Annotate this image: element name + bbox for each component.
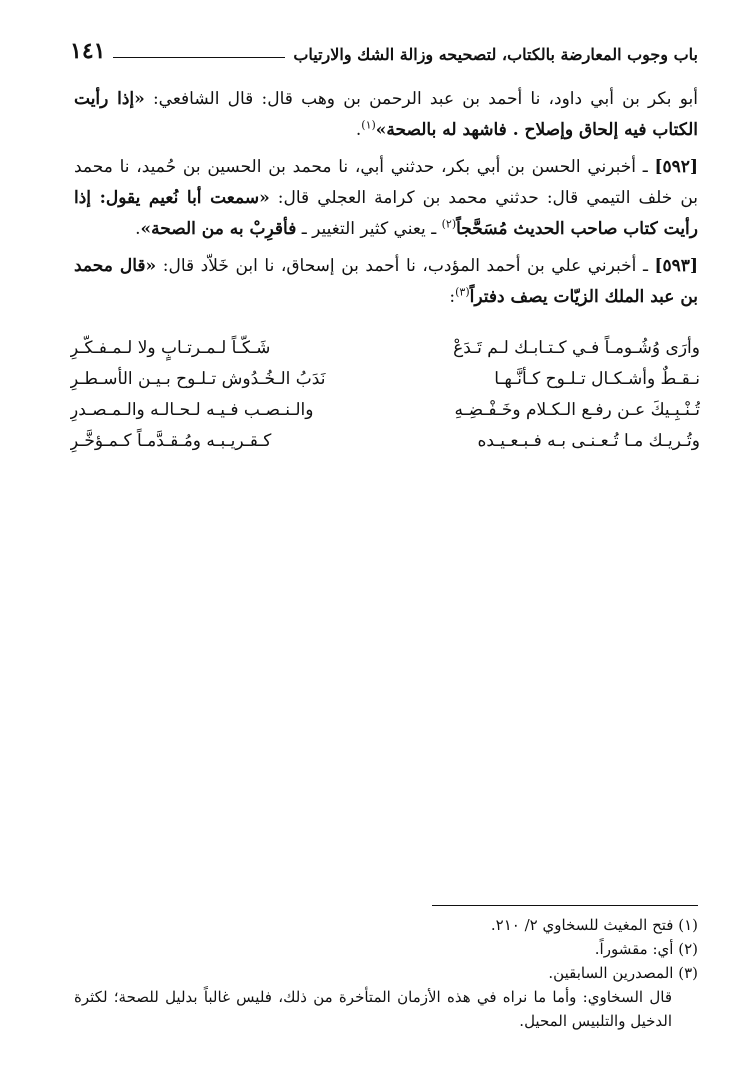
quote: «قال محمد بن عبد الملك الزيّات يصف دفتراً xyxy=(74,256,698,307)
text-span: أبو بكر بن أبي داود، نا أحمد بن عبد الرحمن بن وهب قال: قال الشافعي: xyxy=(144,89,698,109)
header-rule xyxy=(113,57,285,58)
paragraph-1 xyxy=(74,84,698,146)
paragraph-593 xyxy=(74,251,698,313)
punct: . xyxy=(355,120,362,140)
poem-verse xyxy=(70,395,700,426)
footnotes xyxy=(74,913,698,1033)
paragraph-592 xyxy=(74,152,698,245)
footnote-divider xyxy=(432,905,698,906)
verse-second-hemistich: شَـكّـاً لـمـرتـابٍ ولا لـمـفـكّـرِ xyxy=(70,338,271,358)
entry-number: [٥٩٢] xyxy=(654,157,698,177)
footnote: (١) فتح المغيث للسخاوي ٢/ ٢١٠. xyxy=(490,916,698,934)
header-title: باب وجوب المعارضة بالكتاب، لتصحيحه وزالة الشك والارتياب xyxy=(293,45,698,64)
footnote-ref: (٣) xyxy=(455,285,470,299)
footnote-ref: (٢) xyxy=(441,217,457,231)
punct: : xyxy=(449,287,456,307)
poem-verse xyxy=(70,333,700,364)
verse-first-hemistich: وتُـريـك مـا تُـعـنـى بـه فـبـعـيـده xyxy=(477,431,700,451)
verse-second-hemistich: نَدَبُ الـخُـدُوش تـلـوح بـيـن الأسـطـرِ xyxy=(70,369,326,389)
poem-verse xyxy=(70,426,700,457)
footnote-ref: (١) xyxy=(361,118,376,132)
verse-first-hemistich: تُـنْـبِـيكَ عـن رفـع الـكـلام وخَـفْـضِـهِ xyxy=(454,400,700,420)
poem-verse xyxy=(70,364,700,395)
running-head xyxy=(70,34,698,64)
verse-second-hemistich: والـنـصـب فـيـه لـحـالـه والـمـصـدرِ xyxy=(70,400,314,420)
page-number: ١٤١ xyxy=(70,38,106,64)
quote: «سمعت أبا نُعيم يقول: إذا رأيت كتاب صاحب الحديث مُسَحَّجاً xyxy=(74,188,698,239)
quote: فأقرِبْ به من الصحة» xyxy=(140,219,297,239)
text-span: ـ أخبرني الحسن بن أبي بكر، حدثني أبي، نا محمد بن الحسين بن حُميد، نا محمد بن خلف التيمي قال: حدثني محمد بن كرامة العجلي قال: xyxy=(74,157,698,208)
verse-first-hemistich: نـقـطٌ وأشـكـال تـلـوح كـأنَّـهـا xyxy=(494,369,700,389)
footnote: (٣) المصدرين السابقين. xyxy=(548,964,698,982)
poem xyxy=(70,333,700,457)
punct: . xyxy=(135,219,141,239)
text-span: ـ أخبرني علي بن أحمد المؤدب، نا أحمد بن إسحاق، نا ابن خَلاّد قال: xyxy=(156,256,655,276)
body-text xyxy=(74,84,698,319)
verse-first-hemistich: وأرَى وُشُـومـاً فـي كـتـابـك لـم تَـدَعْ xyxy=(453,338,700,358)
footnote: (٢) أي: مقشوراً. xyxy=(594,940,698,958)
text-span: ـ يعني كثير التغيير ـ xyxy=(296,219,442,239)
quote: «إذا رأيت الكتاب فيه إلحاق وإصلاح . فاشهد له بالصحة» xyxy=(74,89,698,140)
verse-second-hemistich: كـقـريـبـه ومُـقـدَّمـاً كـمـؤخَّـرِ xyxy=(70,431,272,451)
entry-number: [٥٩٣] xyxy=(654,256,698,276)
footnote-note: قال السخاوي: وأما ما نراه في هذه الأزمان المتأخرة من ذلك، فليس غالباً بدليل للصحة؛ لكثرة الدخيل والتلبيس المحيل. xyxy=(74,988,672,1030)
